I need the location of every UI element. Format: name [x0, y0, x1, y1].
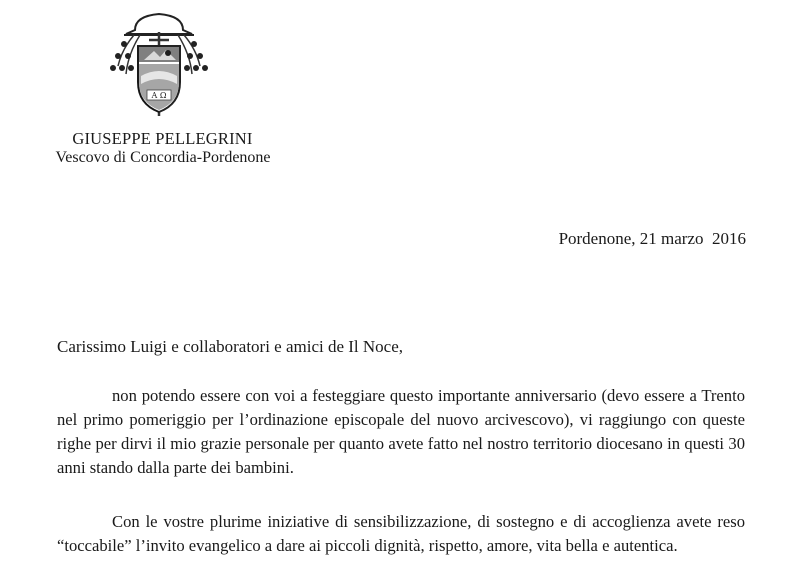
salutation: Carissimo Luigi e collaboratori e amici de Il Noce,: [57, 337, 404, 356]
sender-name: GIUSEPPE PELLEGRINI: [72, 129, 253, 148]
sender-title: Vescovo di Concordia-Pordenone: [55, 149, 271, 166]
body-paragraph-1: non potendo essere con voi a festeggiare questo importante anniversario (devo essere a Trento nel primo pomeriggio per l’ordinazione episcopale del nuovo arcivescovo), vi raggiungo con queste righe per dirvi il mio grazie personale per quanto avete fatto nel nostro territorio diocesano in questi 30 anni stando dalla parte dei bambini.: [57, 386, 745, 477]
body-paragraph-2: Con le vostre plurime iniziative di sensibilizzazione, di sostegno e di accoglienza avete reso “toccabile” l’invito evangelico a dare ai piccoli dignità, rispetto, amore, vita bella e autentica.: [57, 512, 745, 555]
crest-motto: A Ω: [151, 91, 167, 100]
sender-block: [0, 129, 320, 167]
date-line: Pordenone, 21 marzo 2016: [558, 229, 746, 248]
coat-of-arms-icon: [104, 4, 214, 122]
